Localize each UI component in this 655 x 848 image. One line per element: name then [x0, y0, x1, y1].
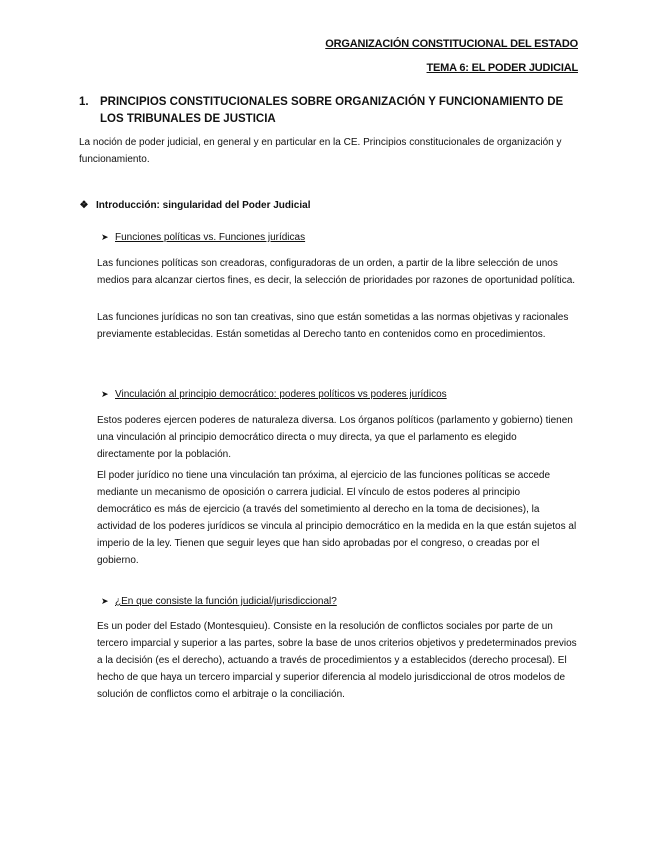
- section-heading: [79, 94, 579, 128]
- arrow-bullet-icon: ➤: [101, 232, 109, 242]
- subsection-title: Vinculación al principio democrático: poderes políticos vs poderes jurídicos: [115, 389, 447, 400]
- header-course-title: ORGANIZACIÓN CONSTITUCIONAL DEL ESTADO: [325, 38, 578, 50]
- paragraph: El poder jurídico no tiene una vinculación tan próxima, al ejercicio de las funciones políticas se accede mediante un mecanismo de oposición o carrera judicial. El vínculo de estos poderes al principio democrático es más de ejercicio (a través del sometimiento al derecho en la toma de decisiones), la actividad de los poderes jurídicos se vincula al principio democrático en la medida en la que están sujetos al imperio de la ley. Tienen que seguir leyes que han sido aprobadas por el congreso, o creadas por el gobierno.: [97, 470, 577, 566]
- bullet-label: Introducción: singularidad del Poder Judicial: [96, 200, 311, 211]
- header-topic-title: TEMA 6: EL PODER JUDICIAL: [426, 62, 578, 74]
- subsection-heading: [101, 596, 337, 607]
- arrow-bullet-icon: ➤: [101, 596, 109, 606]
- diamond-bullet-icon: ❖: [79, 200, 89, 211]
- subsection-heading: [101, 232, 305, 243]
- subsection-heading: [101, 389, 447, 400]
- paragraph: Es un poder del Estado (Montesquieu). Consiste en la resolución de conflictos sociales por parte de un tercero imparcial y superior a las partes, sobre la base de unos criterios objetivos y predeterminados previos a la decisión (es el derecho), actuando a través de procedimientos y a establecidos (derecho procesal). El hecho de que haya un tercero imparcial y superior diferencia al modelo jurisdiccional de otros modelos de solución de conflictos como el arbitraje o la conciliación.: [97, 621, 577, 700]
- bullet-heading: [79, 200, 310, 211]
- section-intro: La noción de poder judicial, en general y en particular en la CE. Principios constitucionales de organización y funcionamiento.: [79, 137, 562, 165]
- section-number: 1.: [79, 96, 89, 108]
- paragraph: Las funciones jurídicas no son tan creativas, sino que están sometidas a las normas objetivas y racionales previamente establecidas. Están sometidas al Derecho tanto en contenidos como en procedimientos.: [97, 312, 569, 340]
- section-title: PRINCIPIOS CONSTITUCIONALES SOBRE ORGANIZACIÓN Y FUNCIONAMIENTO DE LOS TRIBUNALES DE JUSTICIA: [100, 96, 564, 125]
- subsection-title: ¿En que consiste la función judicial/jurisdiccional?: [115, 596, 337, 607]
- paragraph: Estos poderes ejercen poderes de naturaleza diversa. Los órganos políticos (parlamento y gobierno) tienen una vinculación al principio democrático directa o muy directa, ya que el parlamento es elegido directamente por la población.: [97, 415, 573, 460]
- arrow-bullet-icon: ➤: [101, 389, 109, 399]
- subsection-title: Funciones políticas vs. Funciones jurídicas: [115, 232, 306, 243]
- paragraph: Las funciones políticas son creadoras, configuradoras de un orden, a partir de la libre selección de unos medios para alcanzar ciertos fines, es decir, la selección de prioridades por razones de oportunidad política.: [97, 258, 576, 286]
